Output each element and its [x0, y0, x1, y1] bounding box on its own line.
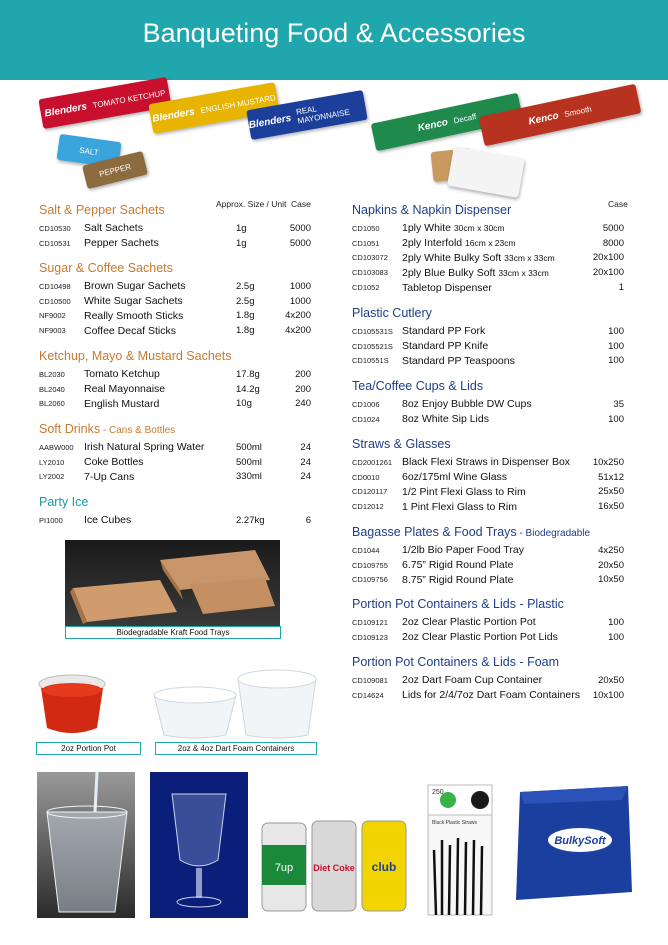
diet-coke-can-label: Diet Coke	[313, 863, 355, 873]
section-title: Napkins & Napkin Dispenser	[352, 203, 512, 217]
product-row	[352, 470, 624, 485]
product-size: 1.8g	[236, 310, 255, 322]
product-code: CD105531S	[352, 326, 393, 336]
product-code: CD109121	[352, 617, 388, 627]
product-row	[39, 236, 319, 251]
product-size: 2.27kg	[236, 514, 265, 526]
product-case-qty: 5000	[289, 237, 311, 249]
product-row	[352, 236, 624, 251]
salt-sachet: SALT	[56, 134, 121, 168]
product-row	[39, 382, 319, 397]
product-case-qty: 4x250	[598, 544, 624, 556]
product-code: BL2060	[39, 399, 65, 409]
product-case-qty: 24	[300, 456, 311, 468]
product-code: CD1051	[352, 238, 380, 248]
section-subtitle: - Cans & Bottles	[100, 425, 176, 436]
section-title: Ketchup, Mayo & Mustard Sachets	[39, 349, 232, 363]
product-code: CD10531	[39, 238, 71, 248]
product-case-qty: 100	[608, 413, 624, 425]
product-case-qty: 20x50	[598, 559, 624, 571]
section-title: Portion Pot Containers & Lids - Plastic	[352, 597, 564, 611]
product-name: 1/2 Pint Flexi Glass to Rim	[402, 485, 526, 498]
product-case-qty: 100	[608, 616, 624, 628]
ketchup-sachet: Blenders TOMATO KETCHUP	[38, 77, 171, 129]
product-row	[352, 499, 624, 514]
product-code: CD109081	[352, 675, 388, 685]
product-row	[39, 221, 319, 236]
product-case-qty: 200	[295, 383, 311, 395]
product-code: CD10551S	[352, 356, 389, 366]
product-name: 8oz White Sip Lids	[402, 413, 489, 426]
plastic-glass-image	[37, 772, 135, 918]
product-row	[352, 543, 624, 558]
product-code: CD109755	[352, 560, 388, 570]
product-size: 17.8g	[236, 368, 260, 380]
blue-napkins-image	[510, 782, 635, 907]
product-name: Salt Sachets	[84, 222, 143, 235]
product-case-qty: 1000	[289, 295, 311, 307]
section-title: Tea/Coffee Cups & Lids	[352, 379, 484, 393]
product-case-qty: 8000	[602, 237, 624, 249]
product-name: 2oz Clear Plastic Portion Pot Lids	[402, 631, 558, 644]
section-sugar-coffee	[39, 261, 319, 338]
wine-glass-image	[150, 772, 248, 918]
product-row	[39, 397, 319, 412]
product-name: 6.75” Rigid Round Plate	[402, 559, 514, 572]
right-column-case-header: Case	[608, 199, 628, 209]
product-name: Real Mayonnaise	[84, 383, 166, 396]
mayonnaise-sachet: Blenders REAL MAYONNAISE	[246, 90, 367, 140]
product-case-qty: 51x12	[598, 471, 624, 483]
product-name: 2oz Clear Plastic Portion Pot	[402, 616, 536, 629]
product-dimensions: 30cm x 30cm	[453, 223, 505, 234]
section-straws-glasses	[352, 437, 624, 514]
product-code: CD103072	[352, 253, 388, 263]
product-row	[39, 513, 319, 528]
product-row	[39, 309, 319, 324]
product-code: CD10500	[39, 296, 71, 306]
product-row	[352, 558, 624, 573]
product-size: 10g	[236, 398, 252, 410]
product-case-qty: 100	[608, 355, 624, 367]
product-case-qty: 25x50	[598, 486, 624, 498]
product-name: 7-Up Cans	[84, 470, 135, 483]
product-name: Coke Bottles	[84, 456, 144, 469]
product-row	[352, 265, 624, 280]
product-name: 1ply White 30cm x 30cm	[402, 222, 505, 235]
product-code: CD12012	[352, 502, 384, 512]
product-name: Ice Cubes	[84, 514, 132, 527]
seven-up-can-label: 7up	[274, 862, 294, 874]
product-code: CD103083	[352, 268, 388, 278]
product-code: CD0010	[352, 472, 380, 482]
section-napkins	[352, 203, 624, 295]
product-code: CD1006	[352, 399, 380, 409]
product-name: Standard PP Teaspoons	[402, 354, 515, 367]
section-title: Straws & Glasses	[352, 437, 451, 451]
product-case-qty: 200	[295, 368, 311, 380]
section-title: Party Ice	[39, 495, 89, 509]
kraft-food-trays-caption: Biodegradable Kraft Food Trays	[65, 626, 281, 639]
straw-dispenser-box-image	[420, 780, 500, 920]
section-portion-pot-foam	[352, 655, 624, 703]
section-bagasse-plates	[352, 525, 624, 587]
foam-containers-caption: 2oz & 4oz Dart Foam Containers	[155, 742, 317, 755]
product-code: CD1052	[352, 283, 380, 293]
product-size: 1g	[236, 237, 247, 249]
product-name: Coffee Decaf Sticks	[84, 324, 177, 337]
product-code: CD1050	[352, 223, 380, 233]
product-case-qty: 4x200	[285, 310, 311, 322]
product-code: CD120117	[352, 487, 388, 497]
product-code: CD2001261	[352, 457, 393, 467]
product-case-qty: 20x50	[598, 674, 624, 686]
product-name: 8.75” Rigid Round Plate	[402, 573, 514, 586]
product-case-qty: 20x100	[592, 252, 624, 264]
section-title: Bagasse Plates & Food Trays - Biodegradable	[352, 525, 591, 539]
product-case-qty: 1000	[289, 280, 311, 292]
section-soft-drinks	[39, 422, 319, 484]
product-row	[39, 470, 319, 485]
product-name: Pepper Sachets	[84, 237, 159, 250]
product-name: 1 Pint Flexi Glass to Rim	[402, 500, 517, 513]
soft-drink-cans-image	[260, 815, 410, 915]
club-can-label: club	[371, 860, 397, 874]
product-name: 8oz Enjoy Bubble DW Cups	[402, 398, 532, 411]
product-row	[352, 573, 624, 588]
portion-pot-image	[35, 670, 110, 740]
product-case-qty: 20x100	[592, 267, 624, 279]
product-name: 2ply Blue Bulky Soft 33cm x 33cm	[402, 266, 549, 279]
product-row	[352, 615, 624, 630]
product-code: LY2010	[39, 457, 65, 467]
product-name: Brown Sugar Sachets	[84, 280, 186, 293]
product-code: NF9003	[39, 326, 66, 336]
product-row	[352, 455, 624, 470]
product-case-qty: 24	[300, 471, 311, 483]
section-subtitle: - Biodegradable	[516, 528, 591, 539]
product-case-qty: 240	[295, 398, 311, 410]
product-row	[352, 688, 624, 703]
product-row	[39, 323, 319, 338]
product-row	[352, 673, 624, 688]
product-code: NF9002	[39, 311, 66, 321]
product-code: CD1044	[352, 545, 380, 555]
section-title: Soft Drinks - Cans & Bottles	[39, 422, 176, 436]
product-row	[352, 354, 624, 369]
section-title: Portion Pot Containers & Lids - Foam	[352, 655, 560, 669]
product-name: Irish Natural Spring Water	[84, 441, 205, 454]
left-column-size-header: Approx. Size / Unit	[216, 199, 287, 209]
product-name: Really Smooth Sticks	[84, 309, 184, 322]
product-dimensions: 33cm x 33cm	[504, 252, 555, 263]
product-case-qty: 35	[613, 398, 624, 410]
product-case-qty: 1	[618, 282, 624, 294]
straw-box-label: Black Plastic Straws	[432, 820, 478, 826]
product-name: White Sugar Sachets	[84, 295, 183, 308]
mustard-sachet: Blenders ENGLISH MUSTARD	[148, 82, 279, 134]
product-name: 1/2lb Bio Paper Food Tray	[402, 544, 524, 557]
product-name: Tabletop Dispenser	[402, 281, 492, 294]
product-code: BL2030	[39, 369, 65, 379]
product-name: English Mustard	[84, 397, 160, 410]
product-row	[352, 324, 624, 339]
section-party-ice	[39, 495, 319, 528]
product-row	[352, 339, 624, 354]
product-name: Tomato Ketchup	[84, 368, 160, 381]
product-row	[39, 440, 319, 455]
product-row	[39, 279, 319, 294]
product-name: 2ply Interfold 16cm x 23cm	[402, 237, 516, 250]
product-code: CD10498	[39, 281, 71, 291]
product-row	[39, 455, 319, 470]
product-code: CD109123	[352, 632, 388, 642]
product-case-qty: 10x250	[592, 456, 624, 468]
bulkysoft-brand: BulkySoft	[554, 835, 606, 847]
section-title: Plastic Cutlery	[352, 306, 432, 320]
product-case-qty: 100	[608, 325, 624, 337]
product-size: 330ml	[236, 471, 262, 483]
kenco-decaf-stick: Kenco Decaff	[371, 93, 524, 152]
product-case-qty: 4x200	[285, 325, 311, 337]
product-size: 500ml	[236, 441, 262, 453]
product-name: 2ply White Bulky Soft 33cm x 33cm	[402, 251, 555, 264]
kenco-smooth-stick: Kenco Smooth	[479, 84, 642, 147]
product-case-qty: 6	[305, 514, 311, 526]
straw-box-count: 250	[432, 789, 444, 796]
product-row	[352, 485, 624, 500]
product-name: Standard PP Knife	[402, 340, 489, 353]
product-row	[352, 221, 624, 236]
section-salt-pepper	[39, 203, 319, 251]
product-case-qty: 16x50	[598, 501, 624, 513]
product-name: 6oz/175ml Wine Glass	[402, 471, 508, 484]
product-code: PI1000	[39, 515, 63, 525]
product-code: CD14624	[352, 690, 384, 700]
product-code: CD10530	[39, 223, 71, 233]
product-row	[352, 630, 624, 645]
pepper-sachet: PEPPER	[82, 151, 148, 189]
product-row	[39, 367, 319, 382]
product-size: 14.2g	[236, 383, 260, 395]
kraft-food-trays-image	[65, 540, 280, 627]
product-row	[352, 251, 624, 266]
product-row	[39, 294, 319, 309]
product-dimensions: 16cm x 23cm	[465, 238, 516, 249]
product-size: 2.5g	[236, 295, 255, 307]
product-name: Standard PP Fork	[402, 325, 486, 338]
product-name: Black Flexi Straws in Dispenser Box	[402, 456, 571, 469]
product-case-qty: 5000	[289, 222, 311, 234]
product-row	[352, 412, 624, 427]
product-row	[352, 397, 624, 412]
product-case-qty: 24	[300, 441, 311, 453]
product-size: 1.8g	[236, 325, 255, 337]
product-name: 2oz Dart Foam Cup Container	[402, 674, 543, 687]
white-sugar-sachet	[447, 146, 525, 198]
product-code: AABW000	[39, 442, 74, 452]
product-name: Lids for 2/4/7oz Dart Foam Containers	[402, 689, 580, 702]
product-case-qty: 100	[608, 340, 624, 352]
section-ketchup-mayo-mustard	[39, 349, 319, 411]
product-case-qty: 10x100	[592, 689, 624, 701]
product-case-qty: 5000	[602, 222, 624, 234]
page-header	[0, 0, 668, 80]
portion-pot-caption: 2oz Portion Pot	[36, 742, 141, 755]
section-tea-coffee-cups	[352, 379, 624, 427]
left-column-case-header: Case	[291, 199, 311, 209]
product-case-qty: 10x50	[598, 574, 624, 586]
product-case-qty: 100	[608, 631, 624, 643]
page-title: Banqueting Food & Accessories	[142, 18, 526, 48]
product-code: CD109756	[352, 575, 388, 585]
product-code: BL2040	[39, 384, 65, 394]
product-code: CD105521S	[352, 341, 393, 351]
foam-containers-image	[150, 665, 320, 741]
section-title: Sugar & Coffee Sachets	[39, 261, 173, 275]
product-size: 1g	[236, 222, 247, 234]
product-size: 2.5g	[236, 280, 255, 292]
product-size: 500ml	[236, 456, 262, 468]
product-code: CD1024	[352, 414, 380, 424]
section-portion-pot-plastic	[352, 597, 624, 645]
product-row	[352, 280, 624, 295]
section-title: Salt & Pepper Sachets	[39, 203, 165, 217]
product-dimensions: 33cm x 33cm	[498, 267, 549, 278]
product-code: LY2002	[39, 472, 65, 482]
section-plastic-cutlery	[352, 306, 624, 368]
